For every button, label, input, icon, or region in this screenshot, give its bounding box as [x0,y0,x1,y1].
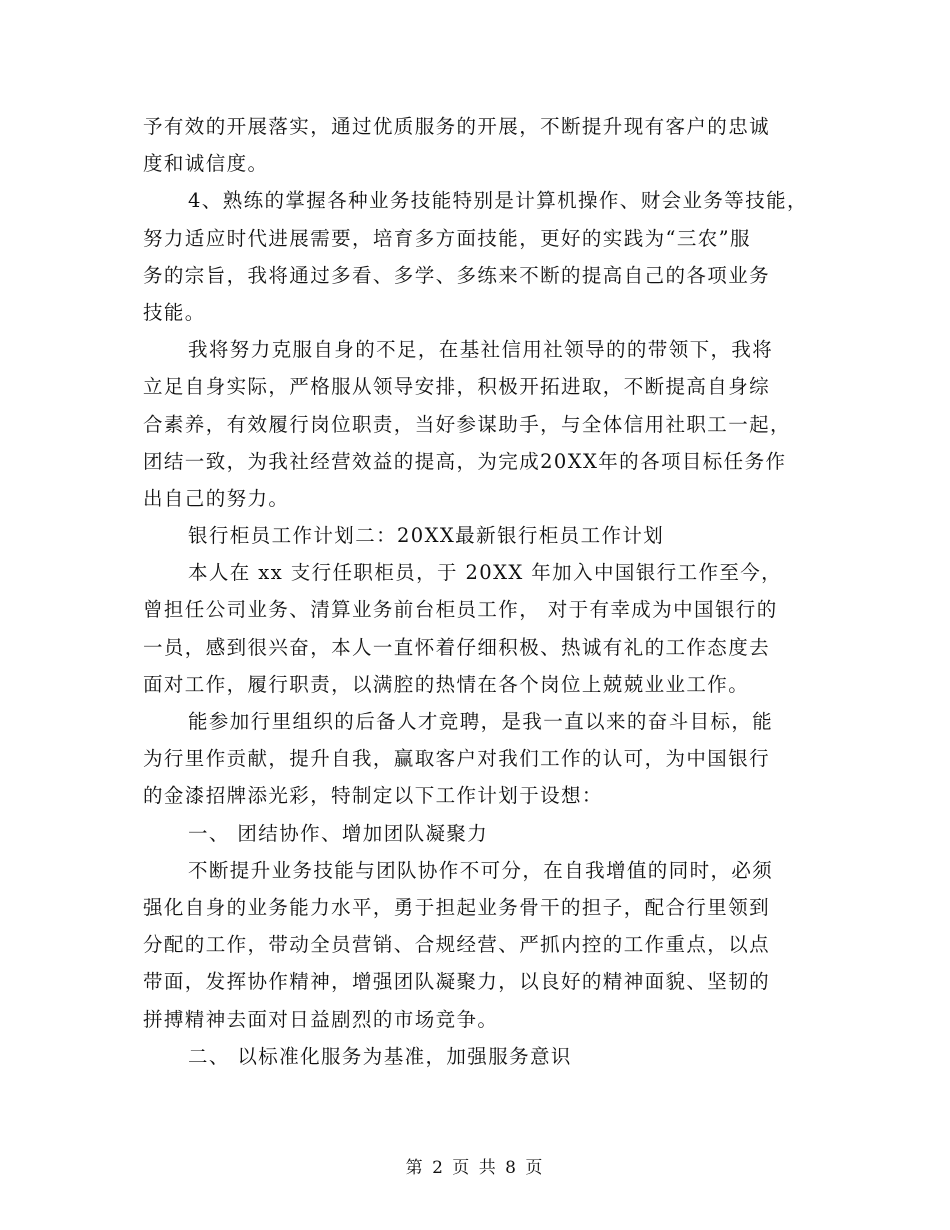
list-item-heading: 4、熟练的掌握各种业务技能特别是计算机操作、财会业务等技能， [188,189,808,213]
paragraph-start: 本人在 xx 支行任职柜员，于 20XX 年加入中国银行工作至今， [188,561,783,585]
text-line: 技能。 [143,300,206,324]
section-title: 银行柜员工作计划二：20XX最新银行柜员工作计划 [188,524,665,548]
text-line: 带面，发挥协作精神，增强团队凝聚力，以良好的精神面貌、坚韧的 [143,970,771,994]
text-line: 予有效的开展落实，通过优质服务的开展，不断提升现有客户的忠诚 [143,115,771,138]
subsection-heading: 二、 以标准化服务为基准，加强服务意识 [188,1044,572,1068]
text-line: 一员，感到很兴奋，本人一直怀着仔细积极、热诚有礼的工作态度去 [143,635,771,659]
text-line: 分配的工作，带动全员营销、合规经营、严抓内控的工作重点，以点 [143,933,771,957]
text-line: 合素养，有效履行岗位职责，当好参谋助手，与全体信用社职工一起， [143,412,791,436]
text-line: 为行里作贡献，提升自我，赢取客户对我们工作的认可，为中国银行 [143,747,771,771]
text-line: 面对工作，履行职责，以满腔的热情在各个岗位上兢兢业业工作。 [143,672,750,696]
paragraph-start: 我将努力克服自身的不足，在基社信用社领导的的带领下，我将 [188,338,774,362]
paragraph-start: 能参加行里组织的后备人才竞聘，是我一直以来的奋斗目标，能 [188,710,774,733]
text-line: 出自己的努力。 [143,486,290,510]
document-body [143,108,823,1075]
subsection-heading: 一、 团结协作、增加团队凝聚力 [188,821,489,845]
text-line: 努力适应时代进展需要，培育多方面技能，更好的实践为“三农”服 [143,226,751,250]
text-line: 务的宗旨，我将通过多看、多学、多练来不断的提高自己的各项业务 [143,263,771,287]
text-line: 强化自身的业务能力水平，勇于担起业务骨干的担子，配合行里领到 [143,895,771,919]
text-line: 度和诚信度。 [143,152,269,176]
text-line: 曾担任公司业务、清算业务前台柜员工作， 对于有幸成为中国银行的 [143,598,778,622]
page-footer: 第 2 页 共 8 页 [405,1158,545,1178]
text-line: 拼搏精神去面对日益剧烈的市场竞争。 [143,1007,499,1031]
paragraph-start: 不断提升业务技能与团队协作不可分，在自我增值的同时，必须 [188,858,774,882]
text-line: 的金漆招牌添光彩，特制定以下工作计划于设想： [143,784,603,808]
text-line: 立足自身实际，严格服从领导安排，积极开拓进取，不断提高自身综 [143,375,771,399]
text-line: 团结一致，为我社经营效益的提高，为完成20XX年的各项目标任务作 [143,449,787,473]
